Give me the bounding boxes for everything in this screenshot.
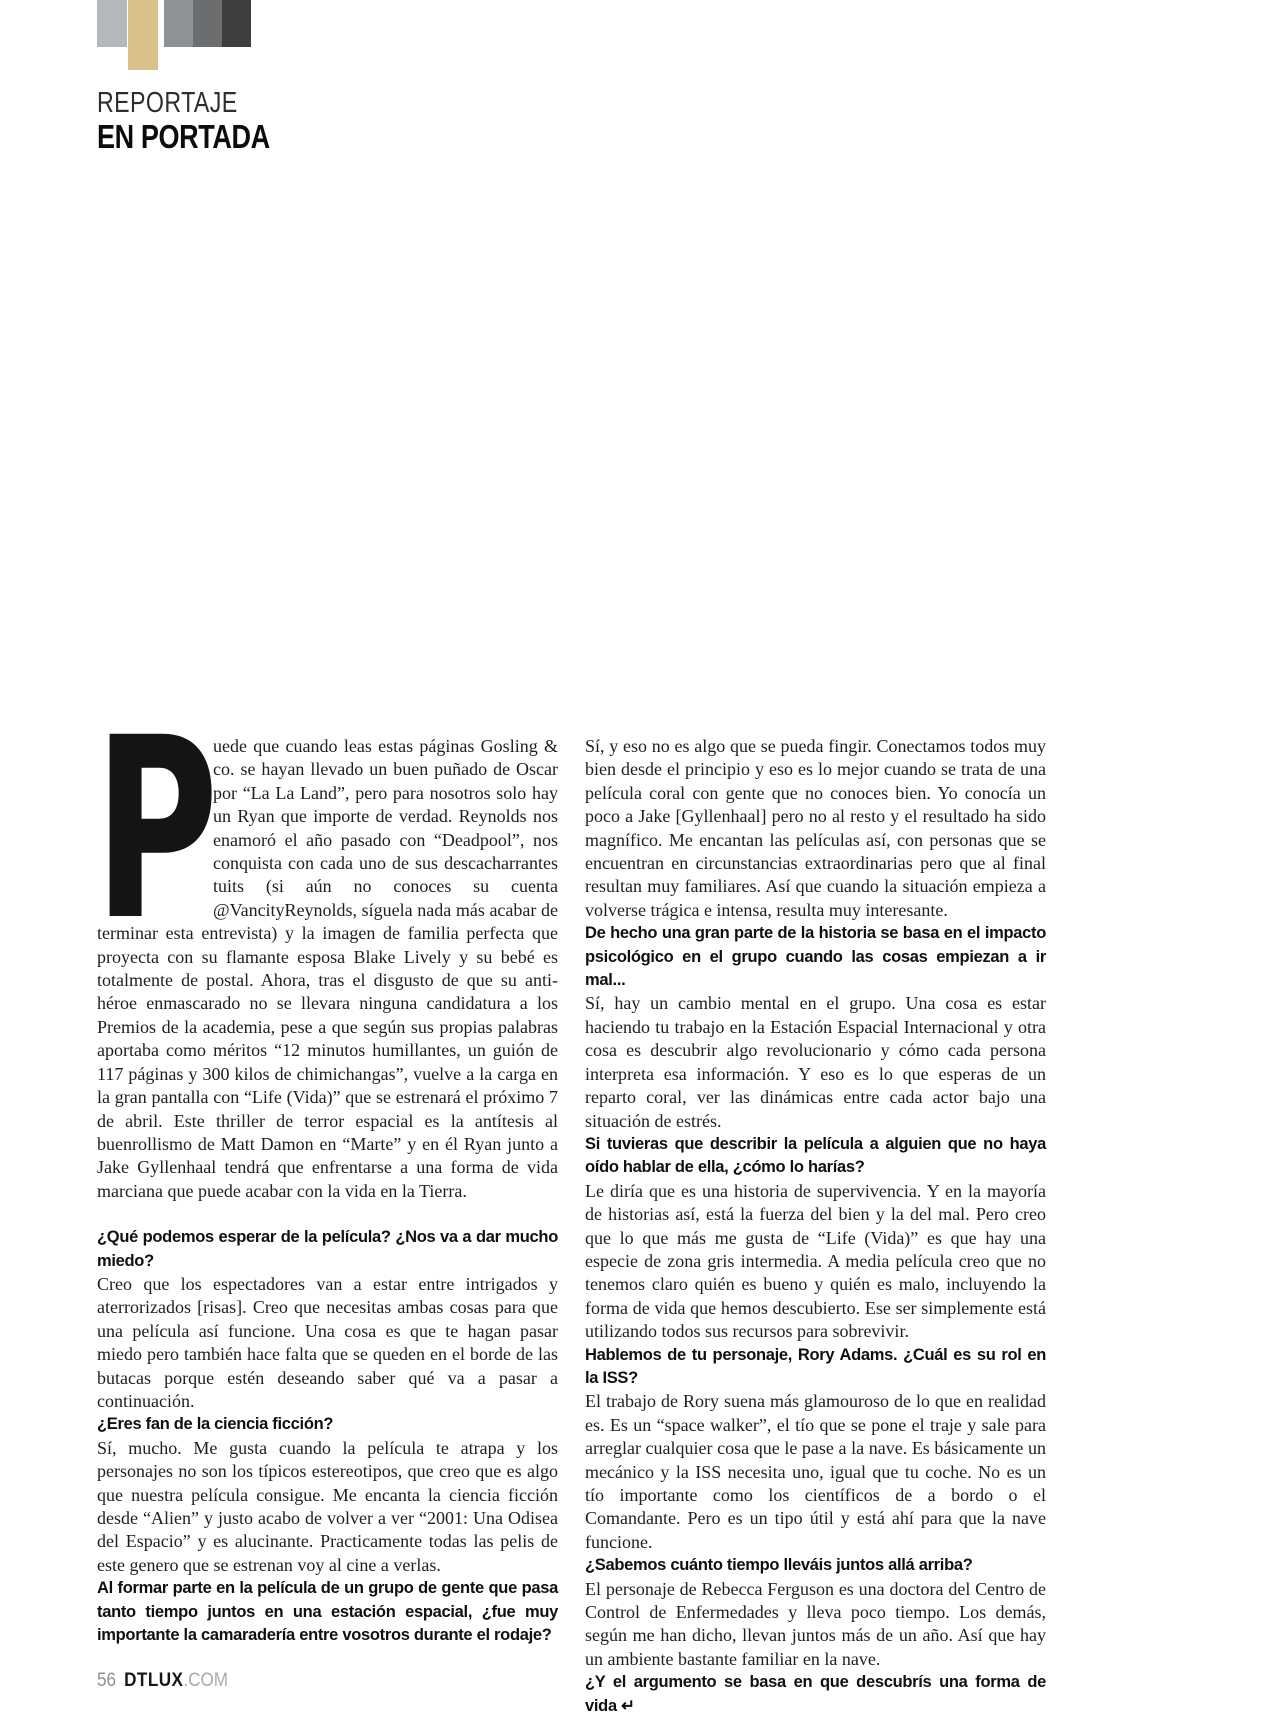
site-domain: .COM	[183, 1670, 229, 1691]
interview-question: ¿Eres fan de la ciencia ficción?	[97, 1415, 334, 1434]
interview-question: ¿Sabemos cuánto tiempo lleváis juntos allá arriba?	[585, 1556, 973, 1575]
logo-bars-icon	[97, 0, 308, 70]
intro-paragraph	[94, 684, 558, 1203]
interview-question: Al formar parte en la película de un grupo de gente que pasa tanto tiempo juntos en una estación espacial, ¿fue muy importante la camaradería entre vosotros durante el rodaje?	[97, 1579, 558, 1645]
interview-question: ¿Qué podemos esperar de la película? ¿Nos va a dar mucho miedo?	[97, 1228, 558, 1270]
section-kicker: REPORTAJE	[97, 87, 238, 119]
interview-question-continued: ¿Y el argumento se basa en que descubrís una forma de vida ↵	[585, 1673, 1046, 1715]
masthead	[97, 0, 308, 153]
interview-answer: El personaje de Rebecca Ferguson es una doctora del Centro de Control de Enfermedades y lleva poco tiempo. Los demás, según me han dicho, llevan juntos más de un año. Así que hay un ambiente bastante familiar en la nave.	[585, 1578, 1046, 1669]
interview-question: De hecho una gran parte de la historia se basa en el impacto psicológico en el grupo cuando las cosas empiezan a ir mal...	[585, 924, 1046, 990]
page-number: 56	[97, 1670, 117, 1691]
left-column	[94, 684, 558, 1718]
interview-question: Si tuvieras que describir la película a alguien que no haya oído hablar de ella, ¿cómo lo harías?	[585, 1134, 1046, 1177]
logo-bar	[164, 0, 193, 47]
interview-answer: Sí, mucho. Me gusta cuando la película te atrapa y los personajes no son los típicos estereotipos, que creo que es algo que nuestra película consigue. Me encanta la ciencia ficción desde “Alien” y justo acabo de volver a ver “2001: Una Odisea del Espacio” y es alucinante. Practicamente todas las pelis de este genero que se estrenan voy al cine a verlas.	[97, 1437, 558, 1575]
article-columns	[94, 684, 1046, 1718]
interview-answer: El trabajo de Rory suena más glamouroso de lo que en realidad es. Es un “space walker”, el tío que se pone el traje y sale para arreglar cualquier cosa que le pase a la nave. Es básicamente un mecánico y la ISS necesita uno, igual que tu coche. No es un tío importante como los científicos de a bordo o el Comandante. Pero es un tipo útil y está ahí para que la nave funcione.	[585, 1391, 1046, 1552]
page-footer	[97, 1671, 228, 1690]
interview-answer: Sí, hay un cambio mental en el grupo. Una cosa es estar haciendo tu trabajo en la Estación Espacial Internacional y otra cosa es descubrir algo revolucionario y cómo cada persona interpreta esa información. Y eso es lo que esperas de un reparto coral, ver las dinámicas entre cada actor bajo una situación de estrés.	[585, 993, 1046, 1131]
interview-answer: Sí, y eso no es algo que se pueda fingir. Conectamos todos muy bien desde el principio y eso es lo mejor cuando se trata de una película coral con gente que no conoces bien. Yo conocía un poco a Jake [Gyllenhaal] pero no al resto y el resultado ha sido magnífico. Me encantan las películas así, con personas que se encuentran en circunstancias extraordinarias pero que al final resultan muy familiares. Así que cuando la situación empieza a volverse trágica e intensa, resulta muy interesante.	[585, 736, 1046, 920]
site-name: DTLUX	[124, 1670, 184, 1691]
logo-bar	[97, 0, 127, 47]
section-title: EN PORTADA	[97, 118, 270, 155]
intro-text: uede que cuando leas estas páginas Gosling & co. se hayan llevado un buen puñado de Oscar por “La La Land”, pero para nosotros solo hay un Ryan que importe de verdad. Reynolds nos enamoró el año pasado con “Deadpool”, nos conquista con cada uno de sus descacharrantes tuits (si aún no conoces su cuenta @VancityReynolds, síguela nada más acabar de terminar esta entrevista) y la imagen de familia perfecta que proyecta con su flamante esposa Blake Lively y su bebé es totalmente de postal. Ahora, tras el disgusto de que su anti-héroe enmascarado no se llevara ninguna candidatura a los Premios de la academia, pese a que según sus propias palabras aportaba como méritos “12 minutos humillantes, un guión de 117 páginas y 300 kilos de chimichangas”, vuelve a la carga en la gran pantalla con “Life (Vida)” que se estrenará el próximo 7 de abril. Este thriller de terror espacial es la antítesis al buenrollismo de Matt Damon en “Marte” y en él Ryan junto a Jake Gyllenhaal tendrá que enfrentarse a una forma de vida marciana que puede acabar con la vida en la Tierra.	[97, 736, 558, 1201]
logo-bar	[222, 0, 251, 47]
logo-bar	[128, 0, 158, 70]
drop-cap	[94, 684, 219, 975]
right-column	[585, 735, 1046, 1718]
interview-question: Hablemos de tu personaje, Rory Adams. ¿Cuál es su rol en la ISS?	[585, 1345, 1046, 1387]
drop-cap-letter: P	[94, 684, 219, 975]
interview-answer: Creo que los espectadores van a estar entre intrigados y aterrorizados [risas]. Creo que necesitas ambas cosas para que una película así funcione. Una cosa es que te hagan pasar miedo pero también hace falta que se queden en el borde de las butacas porque estén deseando saber qué va a pasar a continuación.	[97, 1273, 558, 1411]
interview-answer: Le diría que es una historia de supervivencia. Y en la mayoría de historias así, está la fuerza del bien y la del mal. Pero creo que lo que más me gusta de “Life (Vida)” es que hay una especie de zona gris intermedia. A media película creo que no tenemos claro quién es bueno y quién es malo, incluyendo la forma de vida que hemos descubierto. Ese ser simplemente está utilizando todos sus recursos para sobrevivir.	[585, 1180, 1046, 1342]
logo-bar	[193, 0, 222, 47]
